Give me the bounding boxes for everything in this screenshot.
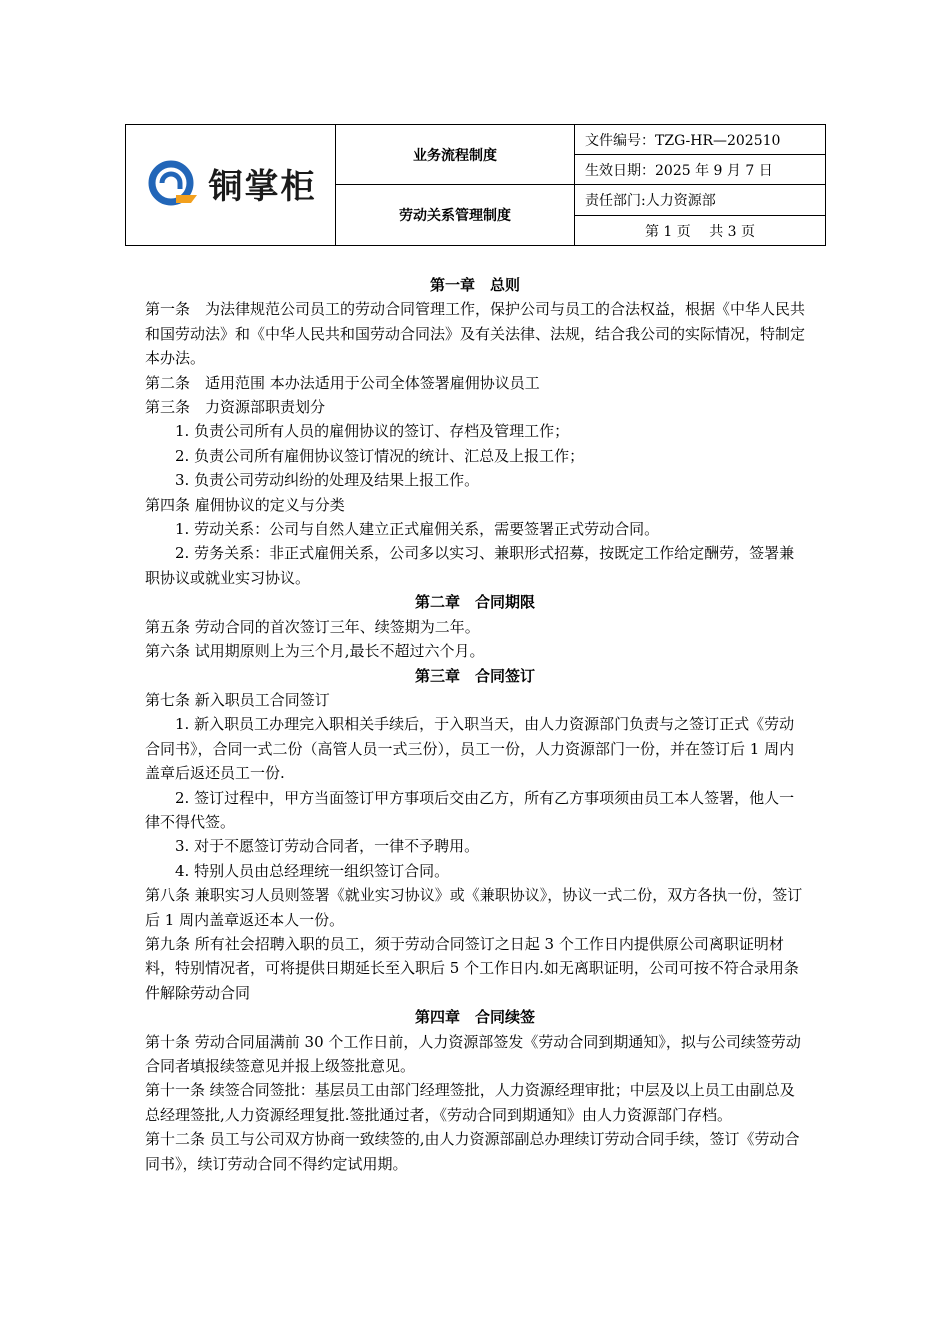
article-paragraph: 第六条 试用期原则上为三个月,最长不超过六个月。 bbox=[145, 642, 485, 661]
list-item: 1. 负责公司所有人员的雇佣协议的签订、存档及管理工作； bbox=[175, 422, 570, 441]
list-item: 1. 新入职员工办理完入职相关手续后，于入职当天，由人力资源部门负责与之签订正式《劳动合同书》，合同一式二份（高管人员一式三份），员工一份，人力资源部门一份，并在签订后 1 周内盖章后返还员工一份. bbox=[145, 715, 795, 783]
document-body bbox=[145, 273, 805, 1176]
list-item: 2. 劳务关系：非正式雇佣关系，公司多以实习、兼职形式招募，按既定工作给定酬劳，签署兼职协议或就业实习协议。 bbox=[145, 544, 795, 587]
page-info: 第 1 页 共 3 页 bbox=[575, 216, 826, 246]
chapter-heading: 第二章 合同期限 bbox=[414, 593, 535, 612]
article-paragraph: 第七条 新入职员工合同签订 bbox=[145, 690, 330, 709]
article-paragraph: 第十条 劳动合同届满前 30 个工作日前，人力资源部签发《劳动合同到期通知》，拟与公司续签劳动合同者填报续签意见并报上级签批意见。 bbox=[145, 1032, 801, 1075]
list-item: 2. 负责公司所有雇佣协议签订情况的统计、汇总及上报工作； bbox=[175, 446, 585, 465]
list-item: 3. 对于不愿签订劳动合同者，一律不予聘用。 bbox=[175, 837, 480, 856]
logo-cell bbox=[126, 125, 336, 246]
responsible-department: 责任部门:人力资源部 bbox=[575, 185, 826, 216]
chapter-heading: 第四章 合同续签 bbox=[414, 1008, 535, 1027]
header-title-bottom: 劳动关系管理制度 bbox=[336, 185, 575, 246]
list-item: 4. 特别人员由总经理统一组织签订合同。 bbox=[175, 861, 450, 880]
effective-date: 生效日期：2025 年 9 月 7 日 bbox=[575, 155, 826, 185]
document-header-table bbox=[125, 124, 826, 246]
list-item: 1. 劳动关系：公司与自然人建立正式雇佣关系，需要签署正式劳动合同。 bbox=[175, 520, 660, 539]
article-paragraph: 第三条 力资源部职责划分 bbox=[145, 398, 326, 417]
article-paragraph: 第十一条 续签合同签批：基层员工由部门经理签批，人力资源经理审批；中层及以上员工由副总及总经理签批,人力资源经理复批.签批通过者，《劳动合同到期通知》由人力资源部门存档。 bbox=[145, 1081, 795, 1124]
article-paragraph: 第八条 兼职实习人员则签署《就业实习协议》或《兼职协议》，协议一式二份，双方各执一份，签订后 1 周内盖章返还本人一份。 bbox=[145, 886, 803, 929]
company-logo bbox=[145, 159, 317, 208]
article-paragraph: 第五条 劳动合同的首次签订三年、续签期为二年。 bbox=[145, 617, 480, 636]
article-paragraph: 第四条 雇佣协议的定义与分类 bbox=[145, 495, 345, 514]
doc-number: 文件编号：TZG-HR—202510 bbox=[575, 125, 826, 155]
chapter-heading: 第三章 合同签订 bbox=[414, 666, 535, 685]
list-item: 2. 签订过程中，甲方当面签订甲方事项后交由乙方，所有乙方事项须由员工本人签署，他人一律不得代签。 bbox=[145, 788, 795, 831]
article-paragraph: 第二条 适用范围 本办法适用于公司全体签署雇佣协议员工 bbox=[145, 373, 540, 392]
logo-text: 铜掌柜 bbox=[208, 166, 317, 207]
header-title-top: 业务流程制度 bbox=[336, 125, 575, 185]
article-paragraph: 第一条 为法律规范公司员工的劳动合同管理工作，保护公司与员工的合法权益，根据《中华人民共和国劳动法》和《中华人民共和国劳动合同法》及有关法律、法规，结合我公司的实际情况，特制定本办法。 bbox=[145, 300, 806, 368]
article-paragraph: 第十二条 员工与公司双方协商一致续签的,由人力资源部副总办理续订劳动合同手续，签订《劳动合同书》，续订劳动合同不得约定试用期。 bbox=[145, 1130, 800, 1173]
article-paragraph: 第九条 所有社会招聘入职的员工，须于劳动合同签订之日起 3 个工作日内提供原公司离职证明材料，特别情况者，可将提供日期延长至入职后 5 个工作日内.如无离职证明，公司可按不符合录用条件解除劳动合同 bbox=[145, 934, 799, 1002]
chapter-heading: 第一章 总则 bbox=[429, 276, 520, 294]
list-item: 3. 负责公司劳动纠纷的处理及结果上报工作。 bbox=[175, 471, 480, 490]
logo-mark-icon bbox=[145, 159, 201, 207]
